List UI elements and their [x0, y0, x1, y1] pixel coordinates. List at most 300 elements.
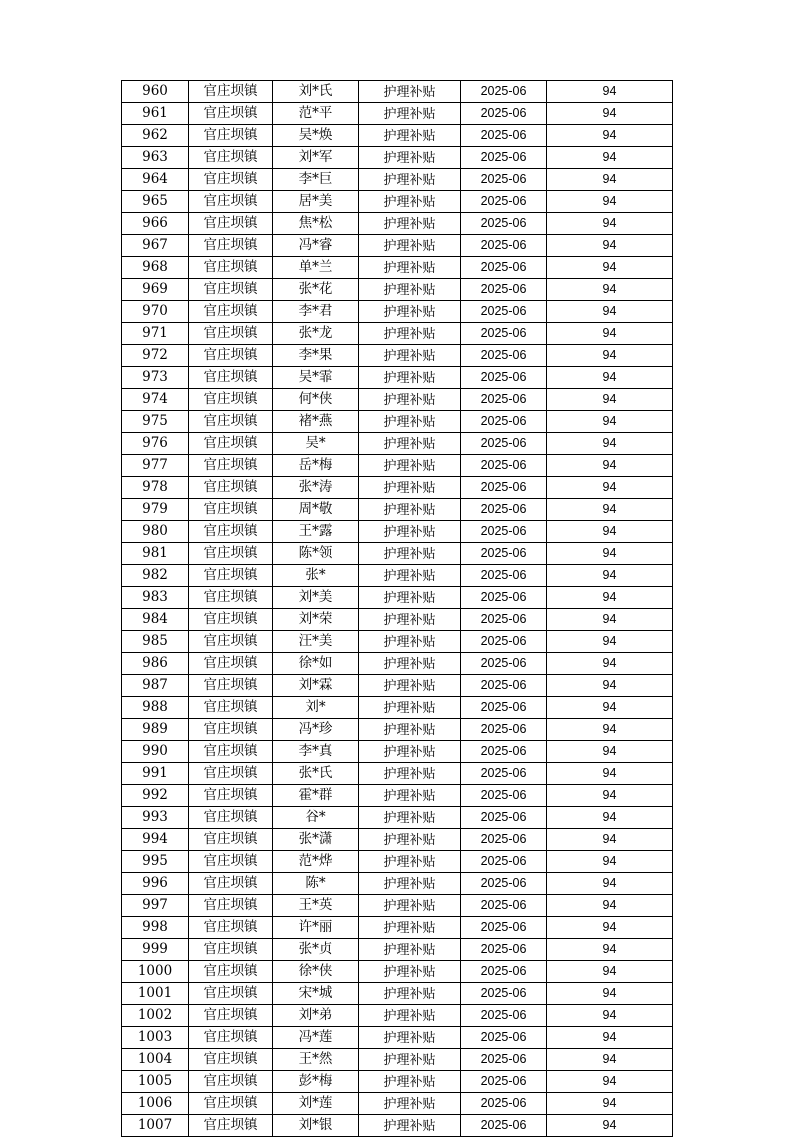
table-row [122, 961, 673, 983]
subsidy-type-cell: 护理补贴 [359, 1049, 461, 1071]
subsidy-type-cell: 护理补贴 [359, 345, 461, 367]
amount-cell: 94 [547, 389, 673, 411]
serial-number-cell: 981 [122, 543, 189, 565]
serial-number-cell: 1002 [122, 1005, 189, 1027]
period-cell: 2025-06 [461, 961, 547, 983]
serial-number-cell: 973 [122, 367, 189, 389]
town-cell: 官庄坝镇 [189, 1071, 273, 1093]
amount-cell: 94 [547, 279, 673, 301]
serial-number-cell: 989 [122, 719, 189, 741]
serial-number-cell: 1005 [122, 1071, 189, 1093]
amount-cell: 94 [547, 169, 673, 191]
subsidy-type-cell: 护理补贴 [359, 609, 461, 631]
subsidy-type-cell: 护理补贴 [359, 499, 461, 521]
serial-number-cell: 966 [122, 213, 189, 235]
person-name-cell: 张*龙 [273, 323, 359, 345]
period-cell: 2025-06 [461, 235, 547, 257]
table-row [122, 235, 673, 257]
amount-cell: 94 [547, 763, 673, 785]
table-row [122, 741, 673, 763]
person-name-cell: 张*涛 [273, 477, 359, 499]
serial-number-cell: 991 [122, 763, 189, 785]
serial-number-cell: 988 [122, 697, 189, 719]
amount-cell: 94 [547, 301, 673, 323]
person-name-cell: 李*君 [273, 301, 359, 323]
amount-cell: 94 [547, 1093, 673, 1115]
town-cell: 官庄坝镇 [189, 301, 273, 323]
person-name-cell: 何*侠 [273, 389, 359, 411]
table-row [122, 807, 673, 829]
person-name-cell: 刘*荣 [273, 609, 359, 631]
amount-cell: 94 [547, 939, 673, 961]
person-name-cell: 吴*焕 [273, 125, 359, 147]
town-cell: 官庄坝镇 [189, 477, 273, 499]
table-row [122, 1071, 673, 1093]
table-row [122, 455, 673, 477]
serial-number-cell: 975 [122, 411, 189, 433]
period-cell: 2025-06 [461, 1005, 547, 1027]
serial-number-cell: 977 [122, 455, 189, 477]
amount-cell: 94 [547, 367, 673, 389]
table-row [122, 983, 673, 1005]
subsidy-type-cell: 护理补贴 [359, 741, 461, 763]
person-name-cell: 彭*梅 [273, 1071, 359, 1093]
table-row [122, 1049, 673, 1071]
amount-cell: 94 [547, 587, 673, 609]
person-name-cell: 刘*美 [273, 587, 359, 609]
table-row [122, 1027, 673, 1049]
serial-number-cell: 997 [122, 895, 189, 917]
subsidy-type-cell: 护理补贴 [359, 873, 461, 895]
table-row [122, 125, 673, 147]
person-name-cell: 单*兰 [273, 257, 359, 279]
subsidy-type-cell: 护理补贴 [359, 1071, 461, 1093]
subsidy-type-cell: 护理补贴 [359, 81, 461, 103]
table-row [122, 829, 673, 851]
subsidy-type-cell: 护理补贴 [359, 521, 461, 543]
amount-cell: 94 [547, 81, 673, 103]
amount-cell: 94 [547, 455, 673, 477]
period-cell: 2025-06 [461, 785, 547, 807]
table-row [122, 895, 673, 917]
town-cell: 官庄坝镇 [189, 169, 273, 191]
subsidy-type-cell: 护理补贴 [359, 301, 461, 323]
table-row [122, 411, 673, 433]
table-row [122, 323, 673, 345]
subsidy-table-container [121, 80, 673, 1137]
town-cell: 官庄坝镇 [189, 1005, 273, 1027]
table-row [122, 873, 673, 895]
person-name-cell: 周*敬 [273, 499, 359, 521]
person-name-cell: 焦*松 [273, 213, 359, 235]
town-cell: 官庄坝镇 [189, 609, 273, 631]
table-row [122, 345, 673, 367]
amount-cell: 94 [547, 675, 673, 697]
amount-cell: 94 [547, 521, 673, 543]
town-cell: 官庄坝镇 [189, 895, 273, 917]
town-cell: 官庄坝镇 [189, 433, 273, 455]
serial-number-cell: 983 [122, 587, 189, 609]
period-cell: 2025-06 [461, 125, 547, 147]
town-cell: 官庄坝镇 [189, 565, 273, 587]
period-cell: 2025-06 [461, 631, 547, 653]
amount-cell: 94 [547, 1005, 673, 1027]
amount-cell: 94 [547, 631, 673, 653]
person-name-cell: 范*平 [273, 103, 359, 125]
subsidy-table [121, 80, 673, 1137]
table-row [122, 631, 673, 653]
period-cell: 2025-06 [461, 851, 547, 873]
serial-number-cell: 964 [122, 169, 189, 191]
subsidy-type-cell: 护理补贴 [359, 1027, 461, 1049]
serial-number-cell: 968 [122, 257, 189, 279]
serial-number-cell: 987 [122, 675, 189, 697]
period-cell: 2025-06 [461, 301, 547, 323]
serial-number-cell: 978 [122, 477, 189, 499]
amount-cell: 94 [547, 213, 673, 235]
table-row [122, 939, 673, 961]
amount-cell: 94 [547, 873, 673, 895]
subsidy-type-cell: 护理补贴 [359, 147, 461, 169]
subsidy-type-cell: 护理补贴 [359, 851, 461, 873]
town-cell: 官庄坝镇 [189, 191, 273, 213]
town-cell: 官庄坝镇 [189, 763, 273, 785]
amount-cell: 94 [547, 345, 673, 367]
table-row [122, 499, 673, 521]
amount-cell: 94 [547, 961, 673, 983]
town-cell: 官庄坝镇 [189, 983, 273, 1005]
serial-number-cell: 969 [122, 279, 189, 301]
amount-cell: 94 [547, 565, 673, 587]
table-row [122, 521, 673, 543]
amount-cell: 94 [547, 147, 673, 169]
serial-number-cell: 1006 [122, 1093, 189, 1115]
amount-cell: 94 [547, 895, 673, 917]
town-cell: 官庄坝镇 [189, 917, 273, 939]
person-name-cell: 岳*梅 [273, 455, 359, 477]
period-cell: 2025-06 [461, 1049, 547, 1071]
amount-cell: 94 [547, 433, 673, 455]
amount-cell: 94 [547, 741, 673, 763]
period-cell: 2025-06 [461, 917, 547, 939]
period-cell: 2025-06 [461, 1027, 547, 1049]
subsidy-type-cell: 护理补贴 [359, 389, 461, 411]
town-cell: 官庄坝镇 [189, 521, 273, 543]
table-row [122, 213, 673, 235]
town-cell: 官庄坝镇 [189, 103, 273, 125]
serial-number-cell: 960 [122, 81, 189, 103]
town-cell: 官庄坝镇 [189, 499, 273, 521]
person-name-cell: 张*花 [273, 279, 359, 301]
period-cell: 2025-06 [461, 521, 547, 543]
subsidy-type-cell: 护理补贴 [359, 675, 461, 697]
serial-number-cell: 967 [122, 235, 189, 257]
table-row [122, 191, 673, 213]
person-name-cell: 刘* [273, 697, 359, 719]
period-cell: 2025-06 [461, 455, 547, 477]
person-name-cell: 刘*氏 [273, 81, 359, 103]
table-row [122, 1115, 673, 1137]
person-name-cell: 刘*军 [273, 147, 359, 169]
town-cell: 官庄坝镇 [189, 807, 273, 829]
serial-number-cell: 994 [122, 829, 189, 851]
table-row [122, 785, 673, 807]
amount-cell: 94 [547, 609, 673, 631]
town-cell: 官庄坝镇 [189, 411, 273, 433]
subsidy-type-cell: 护理补贴 [359, 169, 461, 191]
table-row [122, 653, 673, 675]
period-cell: 2025-06 [461, 719, 547, 741]
table-row [122, 147, 673, 169]
serial-number-cell: 963 [122, 147, 189, 169]
person-name-cell: 张*潇 [273, 829, 359, 851]
period-cell: 2025-06 [461, 323, 547, 345]
table-row [122, 719, 673, 741]
town-cell: 官庄坝镇 [189, 675, 273, 697]
subsidy-type-cell: 护理补贴 [359, 631, 461, 653]
amount-cell: 94 [547, 543, 673, 565]
table-row [122, 917, 673, 939]
person-name-cell: 吴*霏 [273, 367, 359, 389]
subsidy-type-cell: 护理补贴 [359, 587, 461, 609]
period-cell: 2025-06 [461, 103, 547, 125]
person-name-cell: 刘*莲 [273, 1093, 359, 1115]
person-name-cell: 王*英 [273, 895, 359, 917]
person-name-cell: 张*贞 [273, 939, 359, 961]
amount-cell: 94 [547, 785, 673, 807]
person-name-cell: 冯*珍 [273, 719, 359, 741]
period-cell: 2025-06 [461, 697, 547, 719]
person-name-cell: 张*氏 [273, 763, 359, 785]
table-row [122, 301, 673, 323]
subsidy-type-cell: 护理补贴 [359, 917, 461, 939]
person-name-cell: 刘*霖 [273, 675, 359, 697]
person-name-cell: 宋*城 [273, 983, 359, 1005]
amount-cell: 94 [547, 1115, 673, 1137]
amount-cell: 94 [547, 697, 673, 719]
amount-cell: 94 [547, 125, 673, 147]
serial-number-cell: 965 [122, 191, 189, 213]
town-cell: 官庄坝镇 [189, 279, 273, 301]
amount-cell: 94 [547, 235, 673, 257]
person-name-cell: 霍*群 [273, 785, 359, 807]
period-cell: 2025-06 [461, 565, 547, 587]
table-row [122, 697, 673, 719]
town-cell: 官庄坝镇 [189, 741, 273, 763]
period-cell: 2025-06 [461, 81, 547, 103]
town-cell: 官庄坝镇 [189, 257, 273, 279]
town-cell: 官庄坝镇 [189, 455, 273, 477]
period-cell: 2025-06 [461, 939, 547, 961]
period-cell: 2025-06 [461, 873, 547, 895]
amount-cell: 94 [547, 411, 673, 433]
town-cell: 官庄坝镇 [189, 367, 273, 389]
period-cell: 2025-06 [461, 653, 547, 675]
serial-number-cell: 985 [122, 631, 189, 653]
subsidy-type-cell: 护理补贴 [359, 433, 461, 455]
serial-number-cell: 990 [122, 741, 189, 763]
table-row [122, 169, 673, 191]
period-cell: 2025-06 [461, 411, 547, 433]
serial-number-cell: 980 [122, 521, 189, 543]
amount-cell: 94 [547, 917, 673, 939]
serial-number-cell: 979 [122, 499, 189, 521]
amount-cell: 94 [547, 719, 673, 741]
person-name-cell: 王*露 [273, 521, 359, 543]
period-cell: 2025-06 [461, 895, 547, 917]
person-name-cell: 范*烨 [273, 851, 359, 873]
town-cell: 官庄坝镇 [189, 1049, 273, 1071]
town-cell: 官庄坝镇 [189, 785, 273, 807]
amount-cell: 94 [547, 1027, 673, 1049]
town-cell: 官庄坝镇 [189, 213, 273, 235]
subsidy-type-cell: 护理补贴 [359, 103, 461, 125]
town-cell: 官庄坝镇 [189, 653, 273, 675]
subsidy-type-cell: 护理补贴 [359, 323, 461, 345]
subsidy-type-cell: 护理补贴 [359, 1005, 461, 1027]
serial-number-cell: 976 [122, 433, 189, 455]
serial-number-cell: 992 [122, 785, 189, 807]
town-cell: 官庄坝镇 [189, 235, 273, 257]
person-name-cell: 张* [273, 565, 359, 587]
period-cell: 2025-06 [461, 191, 547, 213]
serial-number-cell: 1001 [122, 983, 189, 1005]
subsidy-type-cell: 护理补贴 [359, 763, 461, 785]
serial-number-cell: 974 [122, 389, 189, 411]
person-name-cell: 陈* [273, 873, 359, 895]
amount-cell: 94 [547, 807, 673, 829]
person-name-cell: 李*真 [273, 741, 359, 763]
subsidy-type-cell: 护理补贴 [359, 939, 461, 961]
amount-cell: 94 [547, 499, 673, 521]
person-name-cell: 汪*美 [273, 631, 359, 653]
subsidy-type-cell: 护理补贴 [359, 719, 461, 741]
period-cell: 2025-06 [461, 169, 547, 191]
town-cell: 官庄坝镇 [189, 1115, 273, 1137]
subsidy-type-cell: 护理补贴 [359, 983, 461, 1005]
serial-number-cell: 1004 [122, 1049, 189, 1071]
town-cell: 官庄坝镇 [189, 829, 273, 851]
town-cell: 官庄坝镇 [189, 543, 273, 565]
amount-cell: 94 [547, 983, 673, 1005]
period-cell: 2025-06 [461, 389, 547, 411]
period-cell: 2025-06 [461, 609, 547, 631]
table-row [122, 279, 673, 301]
serial-number-cell: 986 [122, 653, 189, 675]
subsidy-type-cell: 护理补贴 [359, 1093, 461, 1115]
table-row [122, 103, 673, 125]
town-cell: 官庄坝镇 [189, 961, 273, 983]
person-name-cell: 居*美 [273, 191, 359, 213]
subsidy-type-cell: 护理补贴 [359, 697, 461, 719]
period-cell: 2025-06 [461, 367, 547, 389]
period-cell: 2025-06 [461, 829, 547, 851]
serial-number-cell: 971 [122, 323, 189, 345]
table-row [122, 433, 673, 455]
amount-cell: 94 [547, 1049, 673, 1071]
subsidy-type-cell: 护理补贴 [359, 653, 461, 675]
person-name-cell: 王*然 [273, 1049, 359, 1071]
table-row [122, 1093, 673, 1115]
serial-number-cell: 961 [122, 103, 189, 125]
subsidy-type-cell: 护理补贴 [359, 961, 461, 983]
period-cell: 2025-06 [461, 1093, 547, 1115]
subsidy-type-cell: 护理补贴 [359, 455, 461, 477]
town-cell: 官庄坝镇 [189, 873, 273, 895]
person-name-cell: 徐*如 [273, 653, 359, 675]
serial-number-cell: 984 [122, 609, 189, 631]
period-cell: 2025-06 [461, 675, 547, 697]
serial-number-cell: 1003 [122, 1027, 189, 1049]
period-cell: 2025-06 [461, 741, 547, 763]
person-name-cell: 谷* [273, 807, 359, 829]
subsidy-type-cell: 护理补贴 [359, 895, 461, 917]
town-cell: 官庄坝镇 [189, 81, 273, 103]
town-cell: 官庄坝镇 [189, 1027, 273, 1049]
town-cell: 官庄坝镇 [189, 1093, 273, 1115]
person-name-cell: 许*丽 [273, 917, 359, 939]
period-cell: 2025-06 [461, 983, 547, 1005]
serial-number-cell: 982 [122, 565, 189, 587]
table-row [122, 81, 673, 103]
amount-cell: 94 [547, 323, 673, 345]
serial-number-cell: 993 [122, 807, 189, 829]
serial-number-cell: 996 [122, 873, 189, 895]
table-row [122, 587, 673, 609]
subsidy-type-cell: 护理补贴 [359, 829, 461, 851]
town-cell: 官庄坝镇 [189, 719, 273, 741]
subsidy-type-cell: 护理补贴 [359, 477, 461, 499]
period-cell: 2025-06 [461, 763, 547, 785]
town-cell: 官庄坝镇 [189, 323, 273, 345]
serial-number-cell: 962 [122, 125, 189, 147]
table-row [122, 851, 673, 873]
subsidy-type-cell: 护理补贴 [359, 1115, 461, 1137]
period-cell: 2025-06 [461, 543, 547, 565]
period-cell: 2025-06 [461, 257, 547, 279]
subsidy-type-cell: 护理补贴 [359, 279, 461, 301]
subsidy-type-cell: 护理补贴 [359, 565, 461, 587]
person-name-cell: 冯*莲 [273, 1027, 359, 1049]
town-cell: 官庄坝镇 [189, 631, 273, 653]
person-name-cell: 冯*睿 [273, 235, 359, 257]
table-row [122, 609, 673, 631]
amount-cell: 94 [547, 851, 673, 873]
subsidy-type-cell: 护理补贴 [359, 543, 461, 565]
amount-cell: 94 [547, 653, 673, 675]
town-cell: 官庄坝镇 [189, 147, 273, 169]
table-row [122, 1005, 673, 1027]
serial-number-cell: 970 [122, 301, 189, 323]
serial-number-cell: 999 [122, 939, 189, 961]
subsidy-type-cell: 护理补贴 [359, 411, 461, 433]
table-row [122, 565, 673, 587]
table-body [122, 81, 673, 1137]
town-cell: 官庄坝镇 [189, 697, 273, 719]
period-cell: 2025-06 [461, 147, 547, 169]
amount-cell: 94 [547, 1071, 673, 1093]
amount-cell: 94 [547, 103, 673, 125]
period-cell: 2025-06 [461, 1071, 547, 1093]
serial-number-cell: 995 [122, 851, 189, 873]
table-row [122, 389, 673, 411]
town-cell: 官庄坝镇 [189, 851, 273, 873]
period-cell: 2025-06 [461, 477, 547, 499]
person-name-cell: 褚*燕 [273, 411, 359, 433]
period-cell: 2025-06 [461, 1115, 547, 1137]
serial-number-cell: 998 [122, 917, 189, 939]
subsidy-type-cell: 护理补贴 [359, 367, 461, 389]
